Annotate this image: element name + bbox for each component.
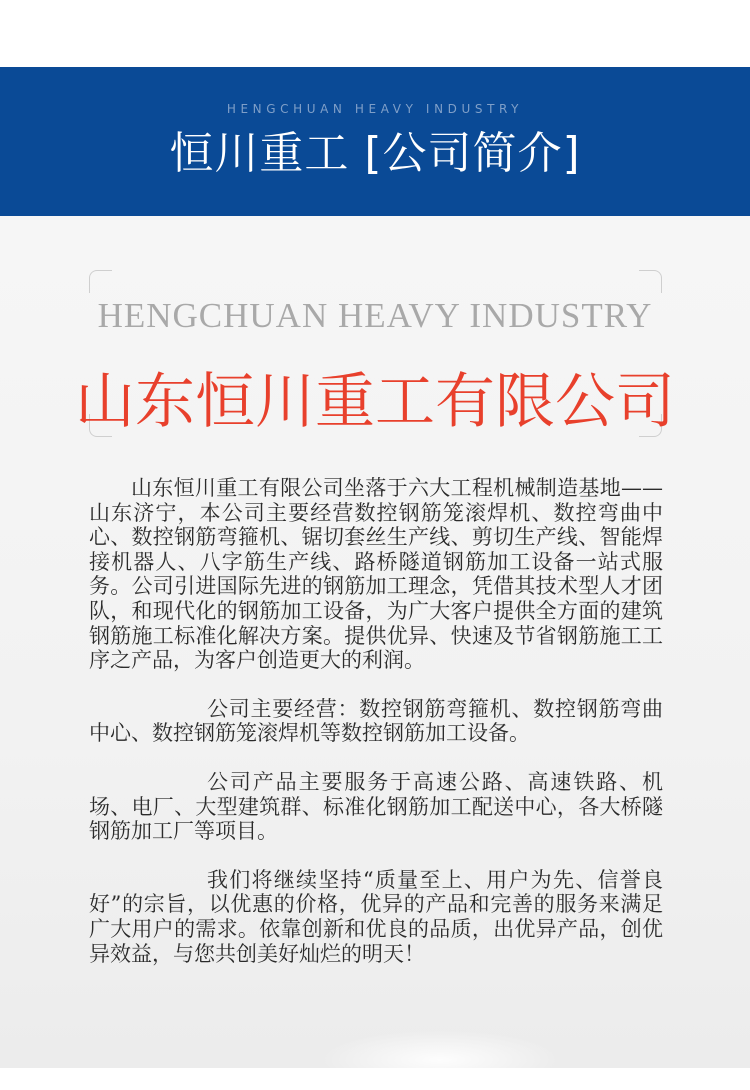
paragraph-commitment: 我们将继续坚持“质量至上、用户为先、信誉良好”的宗旨，以优惠的价格，优异的产品和完善的服务来满足广大用户的需求。依靠创新和优良的品质，出优异产品，创优异效益，与您共创美好灿烂的明天！	[89, 867, 663, 966]
bottom-glow	[320, 1030, 560, 1090]
header-subtitle: HENGCHUAN HEAVY INDUSTRY	[226, 102, 524, 116]
page-title: 恒川重工 [公司简介]	[169, 128, 581, 179]
frame-corner-top-left	[89, 270, 112, 293]
company-name: 山东恒川重工有限公司	[75, 367, 675, 437]
english-heading: HENGCHUAN HEAVY INDUSTRY	[97, 296, 653, 335]
frame-corner-top-right	[639, 270, 662, 293]
paragraph-main-business: 公司主要经营：数控钢筋弯箍机、数控钢筋弯曲中心、数控钢筋笼滚焊机等数控钢筋加工设备。	[89, 696, 663, 746]
company-description	[89, 476, 663, 990]
paragraph-overview: 山东恒川重工有限公司坐落于六大工程机械制造基地——山东济宁，本公司主要经营数控钢筋笼滚焊机、数控弯曲中心、数控钢筋弯箍机、锯切套丝生产线、剪切生产线、智能焊接机器人、八字筋生产线、路桥隧道钢筋加工设备一站式服务。公司引进国际先进的钢筋加工理念，凭借其技术型人才团队，和现代化的钢筋加工设备，为广大客户提供全方面的建筑钢筋施工标准化解决方案。提供优异、快速及节省钢筋施工工序之产品，为客户创造更大的利润。	[89, 476, 663, 673]
paragraph-services: 公司产品主要服务于高速公路、高速铁路、机场、电厂、大型建筑群、标准化钢筋加工配送中心，各大桥隧钢筋加工厂等项目。	[89, 769, 663, 844]
